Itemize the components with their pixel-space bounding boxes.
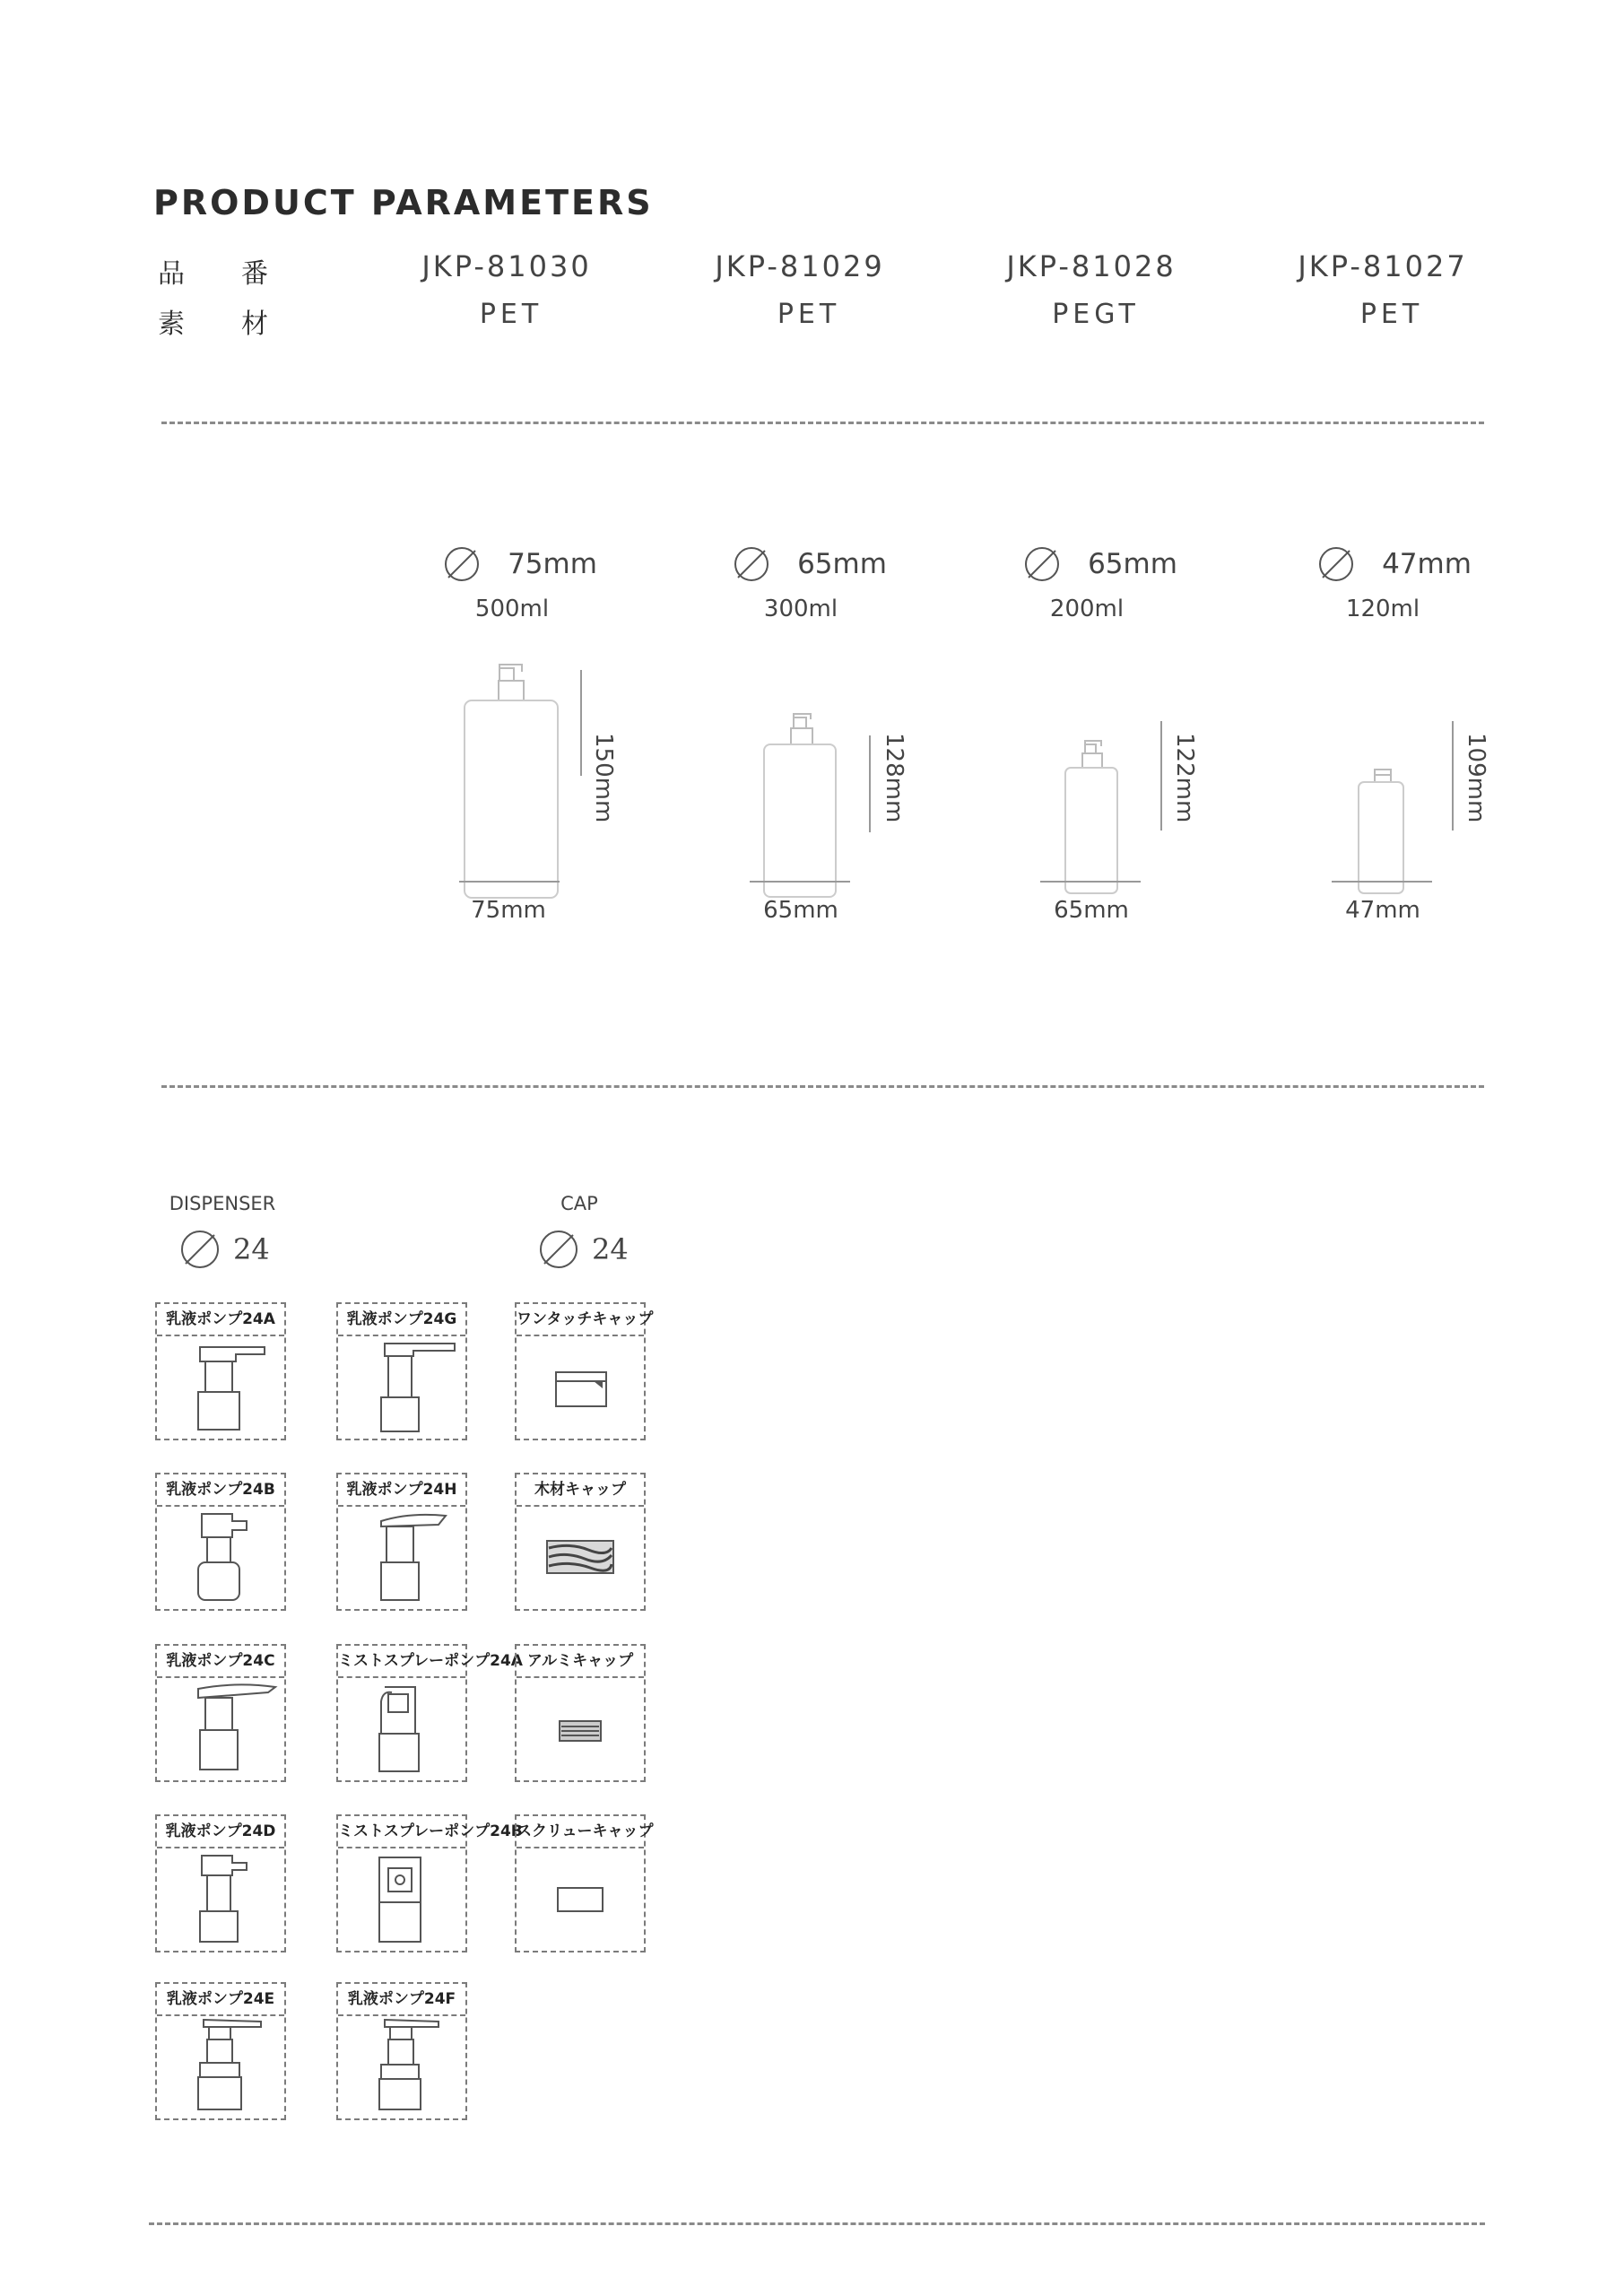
item-label: 乳液ポンプ24E: [157, 1984, 284, 2016]
divider: [161, 1085, 1484, 1088]
item-label: 乳液ポンプ24D: [157, 1816, 284, 1848]
size-value: 24: [233, 1232, 270, 1266]
size-value: 24: [592, 1232, 629, 1266]
dispenser-item[interactable]: [155, 1814, 286, 1952]
dispenser-item[interactable]: [336, 1814, 523, 1952]
cap-item[interactable]: [515, 1302, 654, 1440]
item-label: 乳液ポンプ24A: [157, 1304, 284, 1336]
product-diameter: [662, 545, 958, 583]
lotion-pump-icon: [338, 1336, 465, 1439]
lotion-pump-icon: [157, 1848, 284, 1951]
mist-spray-pump-icon: [338, 1848, 465, 1951]
product-material: PET: [1359, 299, 1424, 330]
item-label: ワンタッチキャップ: [517, 1304, 644, 1336]
product-code: JKP-81027: [1298, 249, 1468, 283]
item-label: 乳液ポンプ24C: [157, 1646, 284, 1678]
diameter-icon: [1317, 545, 1355, 583]
product-code: JKP-81029: [715, 249, 885, 283]
item-label: ミストスプレーポンプ24A: [338, 1646, 465, 1678]
width-label: 75mm: [471, 897, 546, 924]
diameter-value: 47mm: [1382, 548, 1472, 580]
diameter-icon: [443, 545, 481, 583]
row-label-char: 番: [241, 258, 268, 290]
item-label: 乳液ポンプ24G: [338, 1304, 465, 1336]
product-material: PEGT: [1052, 299, 1140, 330]
dispenser-item[interactable]: [336, 1473, 467, 1611]
dispenser-item[interactable]: [155, 1302, 286, 1440]
dispenser-size: [179, 1229, 270, 1270]
diameter-value: 75mm: [508, 548, 597, 580]
cap-item[interactable]: [515, 1814, 654, 1952]
product-diameter: [952, 545, 1248, 583]
width-label: 65mm: [1054, 897, 1129, 924]
product-code: JKP-81028: [1006, 249, 1177, 283]
height-label: 128mm: [881, 733, 908, 823]
width-label: 47mm: [1345, 897, 1420, 924]
cap-item[interactable]: [515, 1644, 646, 1782]
width-label: 65mm: [763, 897, 838, 924]
item-label: 乳液ポンプ24H: [338, 1474, 465, 1507]
diameter-icon: [179, 1229, 221, 1270]
product-volume: 500ml: [474, 596, 550, 622]
height-label: 122mm: [1171, 733, 1198, 823]
dispenser-title: DISPENSER: [169, 1193, 276, 1214]
row-label-char: 材: [241, 309, 268, 340]
lotion-pump-icon: [338, 2016, 465, 2118]
cap-item[interactable]: [515, 1473, 646, 1611]
product-volume: 120ml: [1345, 596, 1420, 622]
one-touch-cap-icon: [517, 1336, 644, 1439]
dispenser-item[interactable]: [336, 1982, 467, 2120]
diameter-icon: [538, 1229, 579, 1270]
lotion-pump-icon: [157, 2016, 284, 2118]
product-diameter: [1246, 545, 1542, 583]
item-label: 乳液ポンプ24F: [338, 1984, 465, 2016]
height-label: 109mm: [1463, 733, 1489, 823]
cap-title: CAP: [560, 1193, 598, 1214]
product-volume: 300ml: [763, 596, 838, 622]
divider: [149, 2222, 1485, 2225]
diameter-value: 65mm: [1088, 548, 1177, 580]
mist-spray-pump-icon: [338, 1678, 465, 1780]
row-label-char: 品: [158, 258, 185, 290]
row-label-material: [158, 301, 325, 341]
product-material: PET: [777, 299, 841, 330]
lotion-pump-icon: [157, 1336, 284, 1439]
product-volume: 200ml: [1049, 596, 1125, 622]
lotion-pump-icon: [338, 1507, 465, 1609]
item-label: スクリューキャップ: [517, 1816, 644, 1848]
dispenser-item[interactable]: [155, 1644, 286, 1782]
product-code: JKP-81030: [421, 249, 592, 283]
product-diameter: [372, 545, 668, 583]
item-label: 木材キャップ: [517, 1474, 644, 1507]
aluminum-cap-icon: [517, 1678, 644, 1780]
height-label: 150mm: [590, 733, 617, 823]
screw-cap-icon: [517, 1848, 644, 1951]
row-label-char: 素: [158, 309, 185, 340]
dispenser-item[interactable]: [336, 1644, 523, 1782]
lotion-pump-icon: [157, 1678, 284, 1780]
dispenser-item[interactable]: [155, 1982, 286, 2120]
item-label: 乳液ポンプ24B: [157, 1474, 284, 1507]
diameter-icon: [733, 545, 770, 583]
diameter-value: 65mm: [797, 548, 887, 580]
page-title: PRODUCT PARAMETERS: [153, 183, 654, 222]
lotion-pump-icon: [157, 1507, 284, 1609]
dispenser-item[interactable]: [336, 1302, 467, 1440]
dispenser-item[interactable]: [155, 1473, 286, 1611]
diameter-icon: [1023, 545, 1061, 583]
row-label-product-no: [158, 251, 325, 291]
product-material: PET: [479, 299, 543, 330]
wooden-cap-icon: [517, 1507, 644, 1609]
cap-size: [538, 1229, 629, 1270]
item-label: ミストスプレーポンプ24B: [338, 1816, 465, 1848]
item-label: アルミキャップ: [517, 1646, 644, 1678]
divider: [161, 422, 1484, 424]
